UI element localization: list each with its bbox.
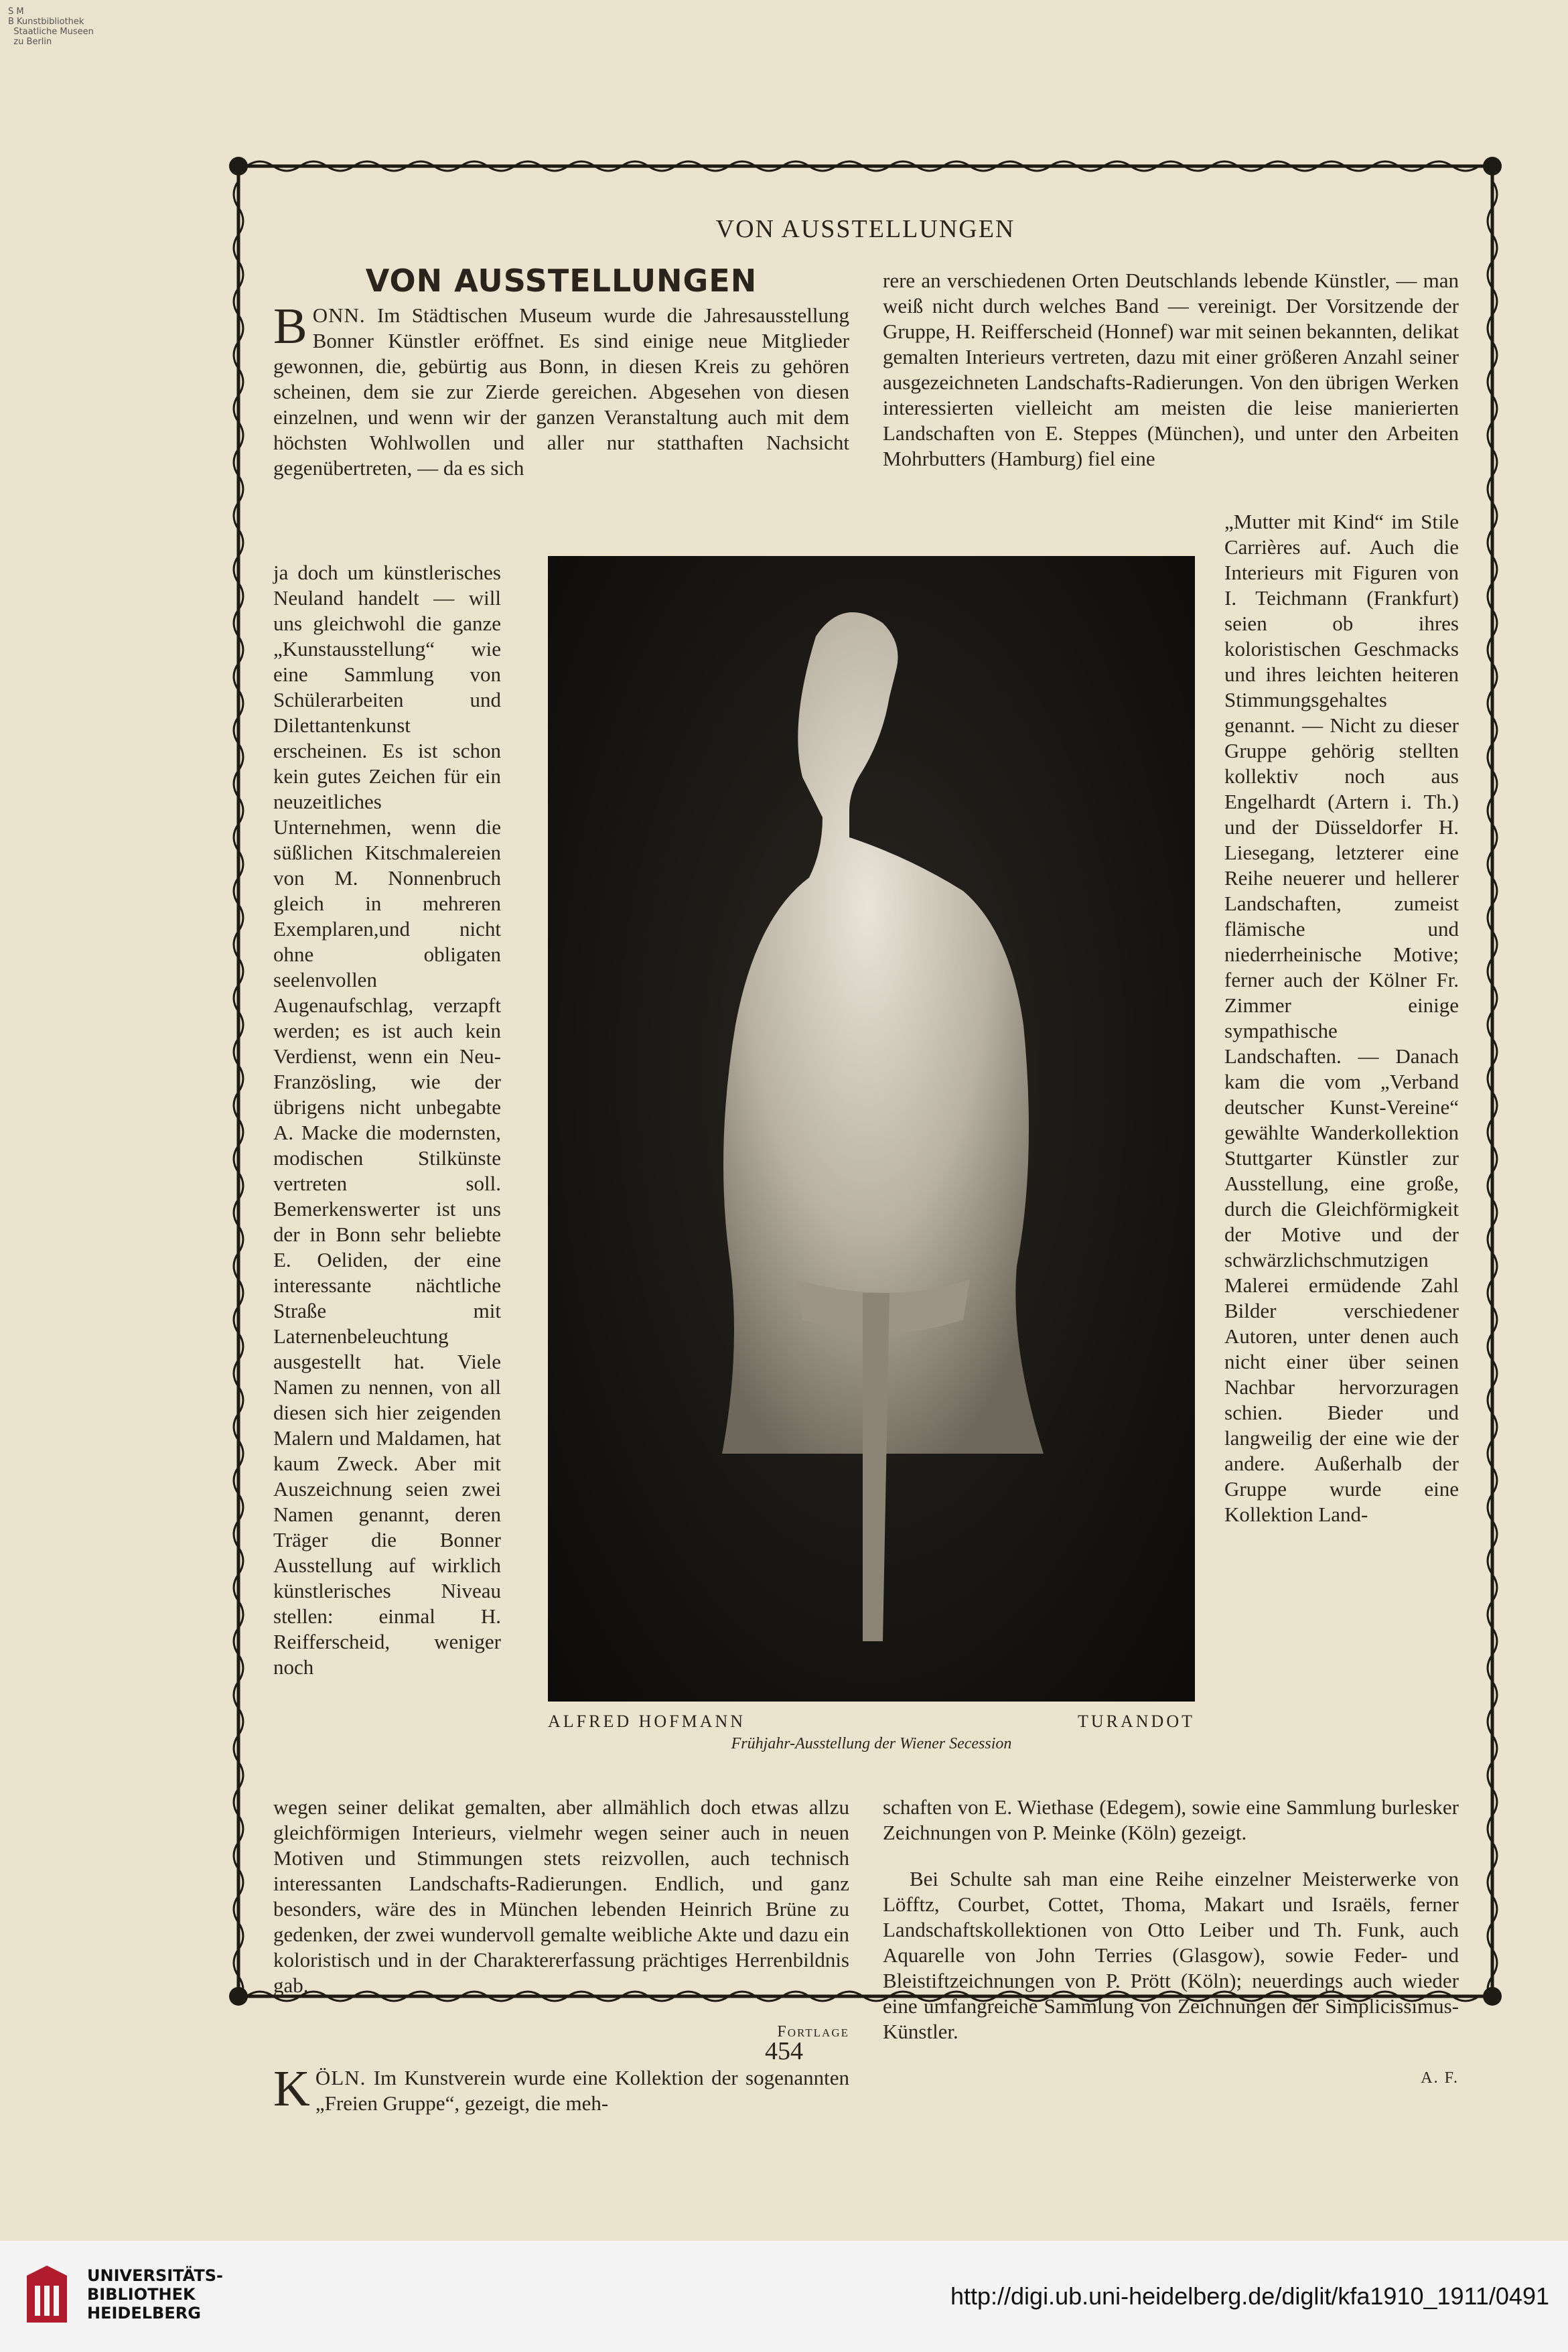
right-top-text: rere an verschiedenen Orten Deutschlands lebende Künstler, — man weiß nicht durch welches Band — vereinigt. Der Vorsitzende der Gruppe, H. Reifferscheid (Honnef) war mit seinen bekannten, delikat gemalten Interieurs vertreten, dazu mit einer größeren Anzahl seiner ausgezeichneten Landschafts-Radierungen. Von den übrigen Werken interessierten vielleicht am meisten die leise manierierten Landschaften von E. Steppes (München), und unter den Arbeiten Mohrbutters (Hamburg) fiel eine [883, 269, 1459, 470]
right-narrow-column: „Mutter mit Kind“ im Stile Carrières auf. Auch die Interieurs mit Figuren von I. Teichmann (Frankfurt) seien ob ihres koloristischen Geschmacks und ihres leichten heiteren Stimmungsgehaltes genannt. — Nicht zu dieser Gruppe gehörig stellten kollektiv noch aus Engelhardt (Artern i. Th.) und der Düsseldorfer H. Liesegang, letzterer eine Reihe neuerer und hellerer Landschaften, zumeist flämische und niederrheinische Motive; ferner auch der Kölner Fr. Zimmer einige sympathische Landschaften. — Danach kam die vom „Verband deutscher Kunst-Vereine“ gewählte Wanderkollektion Stuttgarter Künstler zur Ausstellung, eine große, durch die Gleichförmigkeit der Motive und der schwärzlichschmutzigen Malerei ermüdende Zahl Bilder verschiedener Autoren, unter denen auch nicht einer über seinen Nachbar hervorzuragen schien. Bieder und langweilig der eine wie der andere. Außerhalb der Gruppe wurde eine Kollektion Land- [1224, 510, 1459, 1526]
library-stamp: S M B Kunstbibliothek Staatliche Museen zu Berlin [8, 7, 94, 47]
sculpture-photo [548, 556, 1195, 1702]
page-number: 454 [765, 2037, 803, 2065]
library-name [87, 2266, 223, 2323]
footer-bar [0, 2241, 1568, 2352]
library-line-2: BIBLIOTHEK [87, 2285, 196, 2304]
bonn-text-1: Im Städtischen Museum wurde die Jahresausstellung Bonner Künstler eröffnet. Es sind einige neue Mitglieder gewonnen, die, gebürtig aus Bonn, in diesen Kreis zu gehören scheinen, dem sie zur Zierde gereichen. Abgesehen von diesen einzelnen, und wenn wir der ganzen Veranstaltung auch mit dem höchsten Wohlwollen und aller nur statthaften Nachsicht gegenübertreten, — da es sich [273, 303, 849, 480]
right-lower-text-2: Bei Schulte sah man eine Reihe einzelner Meisterwerke von Löfftz, Courbet, Cottet, Thoma, Makart und Israëls, ferner Landschaftskollektionen von Otto Leiber und Th. Funk, auch Aquarelle von John Terries (Glasgow), sowie Feder- und Bleistiftzeichnungen von P. Prött (Köln); neuerdings auch wieder eine umfangreiche Sammlung von Zeichnungen der Simplicissimus-Künstler. [883, 1867, 1459, 2043]
koeln-intro: ÖLN. [315, 2066, 366, 2089]
signature: A. F. [1421, 2069, 1459, 2087]
running-head: VON AUSSTELLUNGEN [715, 215, 1015, 243]
caption-subtitle: Frühjahr-Ausstellung der Wiener Secession [731, 1735, 1012, 1752]
right-column [883, 268, 1459, 472]
caption-artist: ALFRED HOFMANN [548, 1712, 746, 1731]
caption-work: TURANDOT [1078, 1712, 1195, 1731]
library-line-1: UNIVERSITÄTS- [87, 2266, 224, 2285]
library-logo-icon [20, 2262, 74, 2329]
dropcap-b: B [273, 298, 307, 354]
turandot-sculpture-image [548, 556, 1195, 1702]
fortlage-note: Fortlage [777, 2023, 849, 2040]
right-lower-text-1: schaften von E. Wiethase (Edegem), sowie eine Sammlung burlesker Zeichnungen von P. Meinke (Köln) gezeigt. [883, 1795, 1459, 1844]
koeln-text: Im Kunstverein wurde eine Kollektion der sogenannten „Freien Gruppe“, gezeigt, die meh- [315, 2066, 849, 2115]
article-title: VON AUSSTELLUNGEN [365, 263, 758, 299]
left-narrow-column: ja doch um künstlerisches Neuland handelt — will uns gleichwohl die ganze „Kunstausstellung“ wie eine Sammlung von Schülerarbeiten und Dilettantenkunst erscheinen. Es ist schon kein gutes Zeichen für ein neuzeitliches Unternehmen, wenn die süßlichen Kitschmalereien von M. Nonnenbruch gleich in mehreren Exemplaren,und nicht ohne obligaten seelenvollen Augenaufschlag, verzapft werden; es ist auch kein Verdienst, wenn ein Neu-Französling, wie der übrigens nicht unbegabte A. Macke die modernsten, modischen Stilkünste vertreten soll. Bemerkenswerter ist uns der in Bonn sehr beliebte E. Oeliden, der eine interessante nächtliche Straße mit Laternenbeleuchtung ausgestellt hat. Viele Namen zu nennen, von all diesen sich hier zeigenden Malern und Maldamen, hat kaum Zweck. Aber mit Auszeichnung seien zwei Namen genannt, deren Träger die Bonner Ausstellung auf wirklich künstlerisches Niveau stellen: einmal H. Reifferscheid, weniger noch [273, 561, 501, 1679]
bonn-paragraph [273, 298, 849, 481]
library-line-3: HEIDELBERG [87, 2304, 201, 2323]
photo-caption [548, 1712, 1195, 1732]
bonn-intro: ONN. [312, 303, 366, 327]
bonn-lower-text: wegen seiner delikat gemalten, aber allmählich doch etwas allzu gleichförmigen Interieurs, vielmehr wegen seiner auch in neuen Motiven und Stimmungen stets reizvollen, auch technisch interessanten Landschafts-Radierungen. Endlich, und ganz besonders, wäre des in München lebenden Heinrich Brüne zu gedenken, der zwei wundervoll gemalte weibliche Akte und dazu ein koloristisch und in der Charaktererfassung prächtiges Herrenbildnis gab. [273, 1795, 849, 1997]
dropcap-k: K [273, 2061, 310, 2117]
source-url-link[interactable]: http://digi.ub.uni-heidelberg.de/diglit/kfa1910_1911/0491 [950, 2282, 1549, 2310]
left-lower-column [273, 1774, 849, 2137]
left-column [273, 263, 849, 481]
koeln-paragraph [273, 2061, 849, 2117]
